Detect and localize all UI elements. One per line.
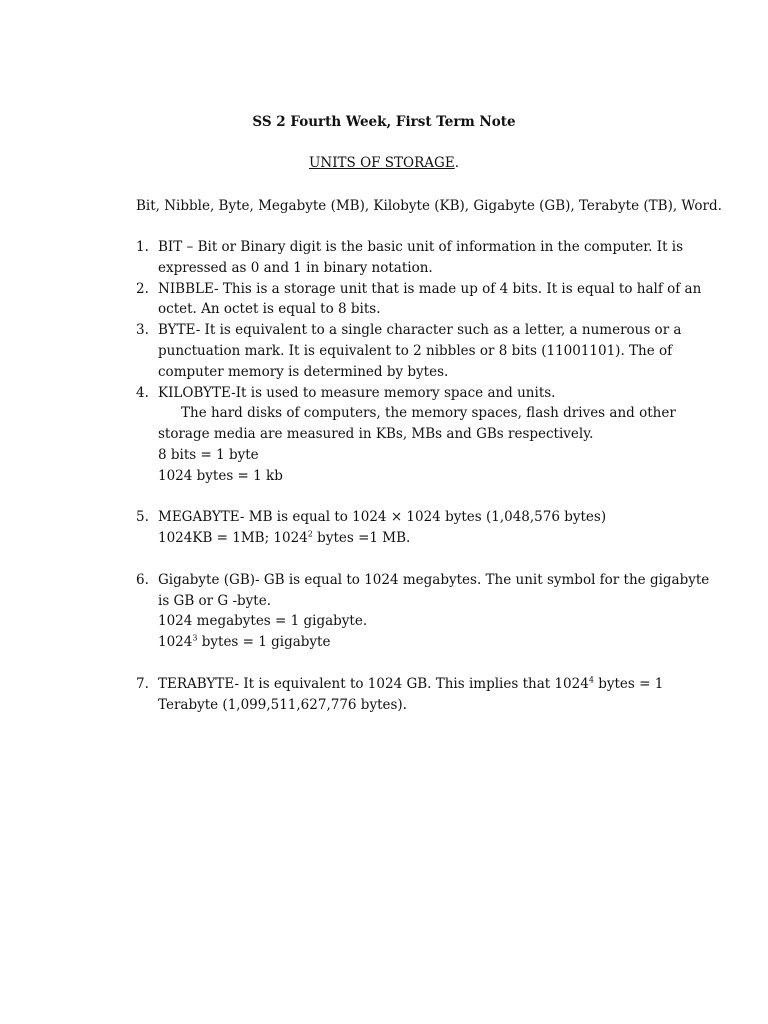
equation-text: TERABYTE- It is equivalent to 1024 GB. This implies that 1024	[158, 675, 589, 692]
list-item-line: 1024 megabytes = 1 gigabyte.	[158, 613, 368, 630]
list-item-line: BIT – Bit or Binary digit is the basic unit of information in the computer. It is	[158, 239, 684, 255]
units-list	[136, 237, 710, 715]
list-item-number: 4.	[136, 384, 149, 401]
list-item-number: 7.	[136, 675, 149, 692]
list-item-number: 1.	[136, 239, 149, 255]
list-item-number: 5.	[136, 509, 149, 526]
exponent: 4	[588, 675, 594, 685]
list-item	[136, 237, 696, 279]
list-item-line	[158, 674, 696, 695]
list-item-line: BYTE- It is equivalent to a single character such as a letter, a numerous or a	[158, 322, 682, 339]
spacer	[136, 549, 696, 570]
page-title: SS 2 Fourth Week, First Term Note	[252, 114, 516, 130]
list-item-line: KILOBYTE-It is used to measure memory space and units.	[158, 384, 556, 401]
list-item-number: 2.	[136, 280, 149, 297]
intro-text: Bit, Nibble, Byte, Megabyte (MB), Kilobyte (KB), Gigabyte (GB), Terabyte (TB), Word.	[136, 198, 722, 214]
section-heading-period: .	[454, 155, 459, 171]
list-item-line: NIBBLE- This is a storage unit that is made up of 4 bits. It is equal to half of an	[158, 280, 702, 297]
list-item	[136, 674, 696, 716]
section-heading-text: UNITS OF STORAGE	[309, 155, 455, 171]
list-item	[136, 320, 696, 382]
list-item-line: The hard disks of computers, the memory spaces, flash drives and other	[181, 405, 676, 422]
section-heading	[0, 155, 768, 171]
list-item-line: Terabyte (1,099,511,627,776 bytes).	[158, 696, 407, 713]
spacer	[136, 487, 696, 508]
equation-text: 1024KB = 1MB; 1024	[158, 530, 308, 547]
list-item-line	[158, 632, 696, 653]
list-item-line: octet. An octet is equal to 8 bits.	[158, 301, 381, 318]
equation-text: bytes = 1 gigabyte	[197, 634, 331, 651]
list-item	[136, 279, 702, 321]
list-item-line: storage media are measured in KBs, MBs and GBs respectively.	[158, 426, 594, 443]
list-item	[136, 507, 696, 549]
spacer	[136, 653, 696, 674]
list-item	[136, 383, 696, 487]
list-item-line: MEGABYTE- MB is equal to 1024 × 1024 bytes (1,048,576 bytes)	[158, 509, 607, 526]
list-item-number: 6.	[136, 571, 149, 588]
list-item-line: 1024 bytes = 1 kb	[158, 467, 283, 484]
list-item-line: is GB or G -byte.	[158, 592, 272, 609]
list-item	[136, 570, 710, 653]
list-item-number: 3.	[136, 322, 149, 339]
list-item-line: Gigabyte (GB)- GB is equal to 1024 megabytes. The unit symbol for the gigabyte	[158, 571, 710, 588]
list-item-line: punctuation mark. It is equivalent to 2 nibbles or 8 bits (11001101). The of	[158, 342, 673, 359]
list-item-line: 8 bits = 1 byte	[158, 446, 259, 463]
list-item-line: expressed as 0 and 1 in binary notation.	[158, 259, 433, 276]
exponent: 3	[192, 633, 198, 643]
equation-text: bytes =1 MB.	[312, 530, 411, 547]
list-item-line	[158, 528, 696, 549]
equation-text: 1024	[158, 634, 193, 651]
exponent: 2	[307, 529, 313, 539]
list-item-line: computer memory is determined by bytes.	[158, 363, 449, 380]
equation-text: bytes = 1	[593, 675, 664, 692]
